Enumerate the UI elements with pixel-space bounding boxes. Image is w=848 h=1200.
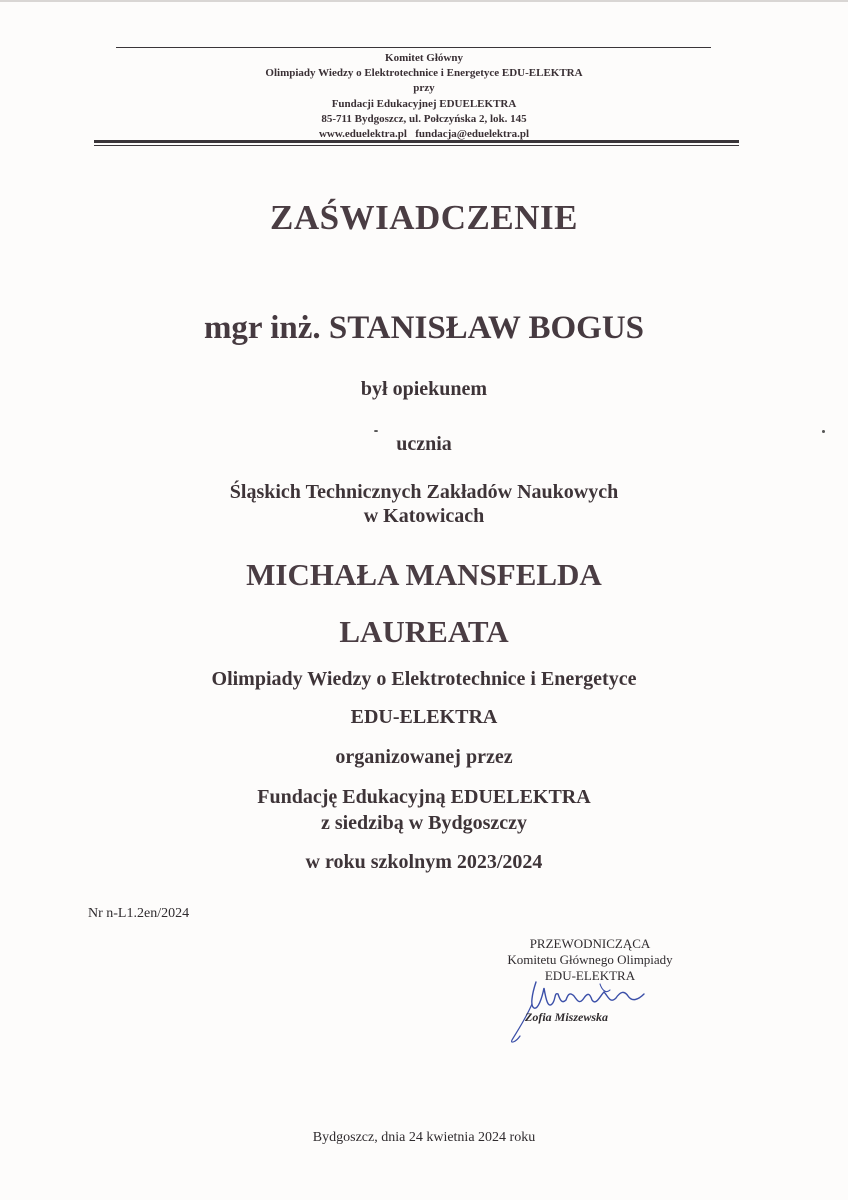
place-and-date: Bydgoszcz, dnia 24 kwietnia 2024 roku [312,1130,536,1145]
olympiad-name-line1: Olimpiady Wiedzy o Elektrotechnice i Energetyce [211,668,637,690]
scan-speck [822,430,825,433]
school-name-line1: Śląskich Technicznych Zakładów Naukowych [229,481,619,503]
student-label: ucznia [396,433,452,455]
letterhead-bottom-rule-thick [94,140,739,143]
signatory-committee: Komitetu Głównego Olimpiady [507,952,673,967]
signatory-title: PRZEWODNICZĄCA [529,936,651,951]
page-top-edge [0,0,848,2]
letterhead-top-rule [116,47,711,48]
school-year: w roku szkolnym 2023/2024 [305,851,543,873]
letterhead-email: fundacja@eduelektra.pl [415,128,530,141]
certificate-title: ZAŚWIADCZENIE [270,198,578,237]
letterhead-foundation: Fundacji Edukacyjnej EDUELEKTRA [331,97,517,110]
award-title: LAUREATA [339,614,509,649]
letterhead-committee: Komitet Główny [385,52,463,64]
letterhead-olympiad: Olimpiady Wiedzy o Elektrotechnice i Energetyce EDU-ELEKTRA [265,67,583,80]
organizer-line2: z siedzibą w Bydgoszczy [320,812,528,834]
letterhead-bottom-rule-thin [94,145,739,146]
olympiad-name-line2: EDU-ELEKTRA [350,706,498,728]
letterhead-przy: przy [413,82,435,95]
school-name-line2: w Katowicach [363,505,485,527]
student-name: MICHAŁA MANSFELDA [246,557,602,592]
organizer-line1: Fundację Edukacyjną EDUELEKTRA [257,786,591,808]
letterhead-website: www.eduelektra.pl [318,128,407,141]
signatory-olympiad: EDU-ELEKTRA [544,968,636,983]
recipient-name: mgr inż. STANISŁAW BOGUS [203,310,645,346]
role-text: był opiekunem [360,378,488,400]
scan-speck [374,430,378,432]
organized-by-text: organizowanej przez [335,746,513,768]
letterhead [0,51,848,142]
letterhead-address: 85-711 Bydgoszcz, ul. Połczyńska 2, lok. 145 [321,112,527,125]
reference-number: Nr n-L1.2en/2024 [88,906,190,921]
signatory-name: Zofia Miszewska [525,1010,609,1024]
